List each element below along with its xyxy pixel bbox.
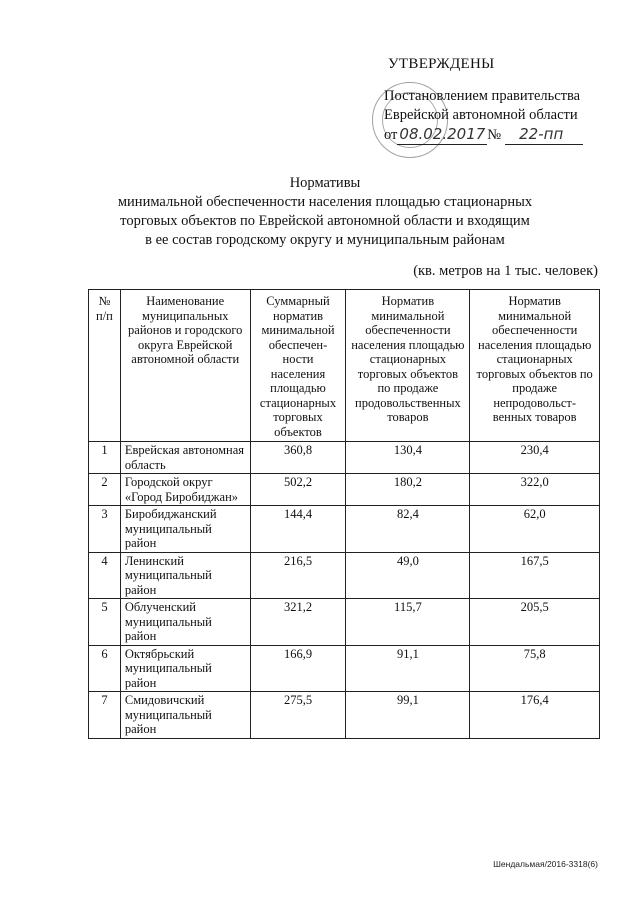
approval-date-number <box>384 125 604 145</box>
number-prefix: № <box>487 127 502 143</box>
approval-line-1: Постановлением правительства <box>384 88 581 104</box>
heading-line-2: торговых объектов по Еврейской автономной области и входящим <box>120 213 530 229</box>
row-food: 115,7 <box>346 599 470 646</box>
row-total: 275,5 <box>250 692 346 739</box>
row-name: Городской округ «Город Биробиджан» <box>120 474 250 506</box>
row-name: Ленинский муниципальный район <box>120 552 250 599</box>
table-row <box>89 442 600 474</box>
header-food: Норматив минимальной обеспеченности населения площадью стационарных торговых объектов по продаже продовольственных товаров <box>346 290 470 442</box>
row-name: Смидовичский муниципальный район <box>120 692 250 739</box>
table-row <box>89 692 600 739</box>
row-food: 99,1 <box>346 692 470 739</box>
row-nonfood: 322,0 <box>470 474 600 506</box>
row-total: 166,9 <box>250 645 346 692</box>
row-food: 91,1 <box>346 645 470 692</box>
table-row <box>89 645 600 692</box>
document-heading <box>80 174 570 250</box>
row-number: 5 <box>89 599 121 646</box>
row-food: 180,2 <box>346 474 470 506</box>
row-name: Облученский муниципальный район <box>120 599 250 646</box>
handwritten-number: 22-пп <box>505 125 583 145</box>
row-number: 4 <box>89 552 121 599</box>
standards-table <box>88 289 600 739</box>
row-number: 1 <box>89 442 121 474</box>
header-name: Наименование муниципальных районов и городского округа Еврейской автономной области <box>120 290 250 442</box>
handwritten-date: 08.02.2017 <box>399 125 486 143</box>
row-total: 144,4 <box>250 506 346 553</box>
row-total: 216,5 <box>250 552 346 599</box>
date-prefix: от <box>384 127 398 143</box>
table-row <box>89 506 600 553</box>
row-name: Биробиджанский муниципальный район <box>120 506 250 553</box>
row-food: 82,4 <box>346 506 470 553</box>
row-nonfood: 230,4 <box>470 442 600 474</box>
units-note: (кв. метров на 1 тыс. человек) <box>413 263 598 279</box>
approval-line-2: Еврейской автономной области <box>384 107 578 123</box>
row-total: 321,2 <box>250 599 346 646</box>
heading-line-3: в ее состав городскому округу и муниципальным районам <box>145 232 505 248</box>
row-number: 7 <box>89 692 121 739</box>
table-header-row <box>89 290 600 442</box>
table-row <box>89 474 600 506</box>
row-nonfood: 176,4 <box>470 692 600 739</box>
approval-title: УТВЕРЖДЕНЫ <box>388 56 495 72</box>
row-number: 6 <box>89 645 121 692</box>
table-row <box>89 552 600 599</box>
row-total: 360,8 <box>250 442 346 474</box>
row-nonfood: 205,5 <box>470 599 600 646</box>
row-nonfood: 62,0 <box>470 506 600 553</box>
heading-title: Нормативы <box>289 175 361 191</box>
row-number: 2 <box>89 474 121 506</box>
header-total: Суммарный норматив минимальной обеспечен- ности населения площадью стационарных торговых объектов <box>250 290 346 442</box>
document-footer-code: Шендальмая/2016-3318(6) <box>493 859 598 869</box>
row-food: 130,4 <box>346 442 470 474</box>
row-number: 3 <box>89 506 121 553</box>
row-name: Еврейская автономная область <box>120 442 250 474</box>
row-nonfood: 167,5 <box>470 552 600 599</box>
row-nonfood: 75,8 <box>470 645 600 692</box>
heading-line-1: минимальной обеспеченности населения площадью стационарных <box>117 194 533 210</box>
row-food: 49,0 <box>346 552 470 599</box>
row-total: 502,2 <box>250 474 346 506</box>
approval-block <box>384 56 604 145</box>
header-nonfood: Норматив минимальной обеспеченности населения площадью стационарных торговых объектов по продаже непродовольст- венных товаров <box>470 290 600 442</box>
table-row <box>89 599 600 646</box>
row-name: Октябрьский муниципальный район <box>120 645 250 692</box>
header-number: № п/п <box>89 290 121 442</box>
